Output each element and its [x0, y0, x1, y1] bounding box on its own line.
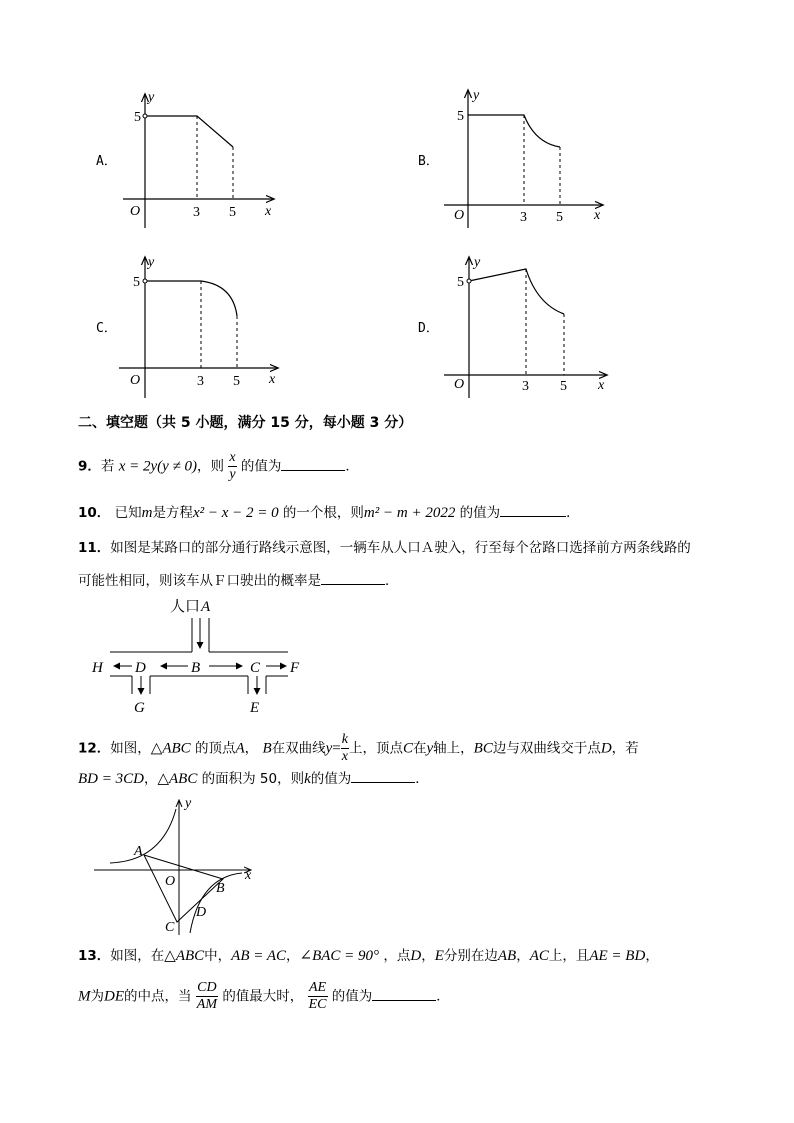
answer-blank [500, 502, 566, 517]
text: 的面积为 50，则 [201, 771, 305, 787]
tick-5-x: 5 [556, 210, 563, 225]
road-diagram [88, 594, 318, 718]
point-a-label: A [201, 599, 211, 615]
text: 如图，在 [110, 948, 165, 964]
graph-curve [145, 281, 237, 316]
question-10 [78, 502, 580, 523]
point-c-label: C [250, 660, 261, 676]
open-point [143, 114, 147, 118]
denominator: y [229, 467, 236, 482]
text: 的值为 [331, 988, 373, 1005]
denominator: AM [196, 997, 218, 1012]
text: 上，顶点 [348, 740, 403, 757]
math-y: y [325, 740, 333, 757]
open-point [467, 279, 471, 283]
tick-3: 3 [520, 210, 527, 225]
tick-5-x: 5 [229, 205, 236, 220]
point-b-label: B [216, 881, 225, 896]
text: ， [286, 948, 300, 964]
text: ，若 [611, 740, 639, 757]
text: 的值为 [310, 771, 352, 787]
text: 如图， [110, 740, 151, 757]
math-condition: AB = AC [231, 948, 287, 964]
graph-b [440, 85, 610, 235]
question-number: 13． [78, 948, 111, 964]
option-a-label: A． [96, 154, 117, 169]
tick-5-y: 5 [457, 275, 464, 290]
text: ． [415, 771, 429, 787]
math-condition: BD = 3CD [78, 771, 144, 787]
math-a: A [235, 740, 245, 757]
math-m: m [141, 505, 153, 521]
tick-5-y: 5 [133, 275, 140, 290]
graph-a [115, 85, 285, 235]
graph-c [115, 252, 285, 402]
option-c-label: C． [96, 321, 117, 336]
answer-blank [281, 456, 345, 471]
answer-blank [321, 570, 385, 585]
option-b-label: B． [418, 154, 439, 169]
entrance-label: 人口 [170, 599, 201, 615]
math-b: B [262, 740, 272, 757]
point-b-label: B [191, 660, 201, 676]
y-label: y [185, 796, 192, 811]
answer-blank [372, 986, 436, 1001]
text: 在 [412, 740, 427, 757]
math-y-axis: y [426, 740, 434, 757]
fraction-ae-over-ec [308, 980, 328, 1013]
point-a-label: A [134, 844, 143, 859]
point-g-label: G [134, 700, 145, 716]
point-d-label: D [135, 660, 146, 676]
text: 在双曲线 [271, 740, 326, 757]
text: 可能性相同，则该车从Ｆ口驶出的概率是 [78, 573, 321, 589]
open-point [143, 279, 147, 283]
text: ． [345, 458, 359, 475]
text: ， [244, 740, 259, 757]
x-label: x [598, 378, 605, 393]
question-9 [78, 450, 359, 483]
text: 上，且 [548, 948, 590, 964]
math-ac: AC [529, 948, 549, 964]
hyperbola-figure [90, 795, 265, 940]
text: 的一个根，则 [282, 505, 364, 521]
math-ab: AB [497, 948, 517, 964]
tick-5-x: 5 [233, 374, 240, 389]
origin-label: O [130, 204, 141, 219]
text: 为 [90, 988, 104, 1005]
text: ． [436, 988, 450, 1005]
math-d: D [410, 948, 422, 964]
y-label: y [148, 90, 155, 105]
tick-5-x: 5 [560, 379, 567, 394]
math-condition: x = 2y(y ≠ 0) [118, 458, 198, 475]
point-h-label: H [92, 660, 103, 676]
point-d-label: D [196, 905, 207, 920]
graph-d [440, 252, 615, 402]
graph-line [145, 116, 233, 147]
math-expression: m² − m + 2022 [363, 505, 456, 521]
graph-curve [468, 115, 560, 147]
text: 分别在边 [443, 948, 498, 964]
math-eq: = [332, 740, 341, 757]
fraction-cd-over-am [196, 980, 218, 1013]
graph-curve [469, 269, 564, 314]
math-e: E [434, 948, 444, 964]
text: 轴上， [433, 740, 474, 757]
tick-5-y: 5 [457, 109, 464, 124]
point-f-label: F [290, 660, 300, 676]
question-number: 9． [78, 458, 101, 475]
numerator: CD [197, 980, 217, 995]
question-number: 12． [78, 740, 111, 757]
question-number: 11． [78, 540, 111, 556]
tick-5-y: 5 [134, 110, 141, 125]
question-11 [78, 538, 691, 558]
math-bc: BC [473, 740, 493, 757]
math-triangle: △ABC [157, 771, 198, 787]
denominator: x [341, 749, 348, 764]
text: ， [421, 948, 435, 964]
x-label: x [594, 208, 601, 223]
text: 的值为 [459, 505, 501, 521]
text: 若 [100, 458, 115, 475]
hyperbola-branch-left [110, 809, 176, 863]
text: 如图是某路口的部分通行路线示意图，一辆车从人口Ａ驶入，行至每个岔路口选择前方两条线路的 [110, 540, 691, 556]
math-triangle: △ABC [164, 948, 205, 964]
triangle-abc [144, 855, 223, 922]
numerator: AE [309, 980, 327, 995]
text: 是方程 [152, 505, 193, 521]
text: 已知 [114, 505, 142, 521]
math-angle: ∠BAC = 90° [299, 948, 380, 964]
y-label: y [148, 255, 155, 270]
question-number: 10． [78, 505, 111, 521]
math-m: M [78, 988, 91, 1005]
answer-blank [351, 768, 415, 783]
math-triangle: △ABC [150, 740, 191, 757]
text: ． [385, 573, 399, 589]
option-d-label: D． [418, 321, 439, 336]
text: 的值最大时， [222, 988, 304, 1005]
tick-3: 3 [522, 379, 529, 394]
origin-label: O [454, 377, 465, 392]
origin-label: O [130, 373, 141, 388]
text: 的顶点 [194, 740, 236, 757]
math-k: k [304, 771, 311, 787]
text: 边与双曲线交于点 [492, 740, 601, 757]
text: ，点 [383, 948, 411, 964]
section-title: 二、填空题（共 5 小题，满分 15 分，每小题 3 分） [78, 415, 413, 431]
tick-3: 3 [193, 205, 200, 220]
origin-label: O [165, 874, 176, 889]
text: 的值为 [240, 458, 282, 475]
origin-label: O [454, 208, 465, 223]
text: ， [143, 771, 158, 787]
text: 中， [204, 948, 232, 964]
tick-3: 3 [197, 374, 204, 389]
math-c: C [402, 740, 413, 757]
denominator: EC [308, 997, 327, 1012]
x-label: x [269, 372, 276, 387]
text: ， [645, 948, 659, 964]
math-equation: x² − x − 2 = 0 [192, 505, 279, 521]
question-11-line2 [78, 570, 399, 591]
text: ， [516, 948, 530, 964]
math-de: DE [104, 988, 124, 1005]
x-label: x [245, 868, 252, 883]
text: 的中点，当 [124, 988, 192, 1005]
fraction-k-over-x [341, 732, 349, 765]
y-label: y [474, 255, 481, 270]
math-condition: AE = BD [589, 948, 646, 964]
question-13-line2 [78, 980, 450, 1013]
question-12-line2 [78, 768, 429, 789]
text: ，则 [197, 458, 225, 475]
question-12 [78, 732, 639, 765]
numerator: k [341, 732, 348, 747]
point-e-label: E [250, 700, 260, 716]
point-c-label: C [165, 920, 175, 935]
numerator: x [229, 450, 236, 465]
question-13 [78, 946, 659, 966]
math-d: D [600, 740, 612, 757]
y-label: y [473, 88, 480, 103]
x-label: x [265, 204, 272, 219]
text: ． [566, 505, 580, 521]
fraction-x-over-y [228, 450, 236, 483]
